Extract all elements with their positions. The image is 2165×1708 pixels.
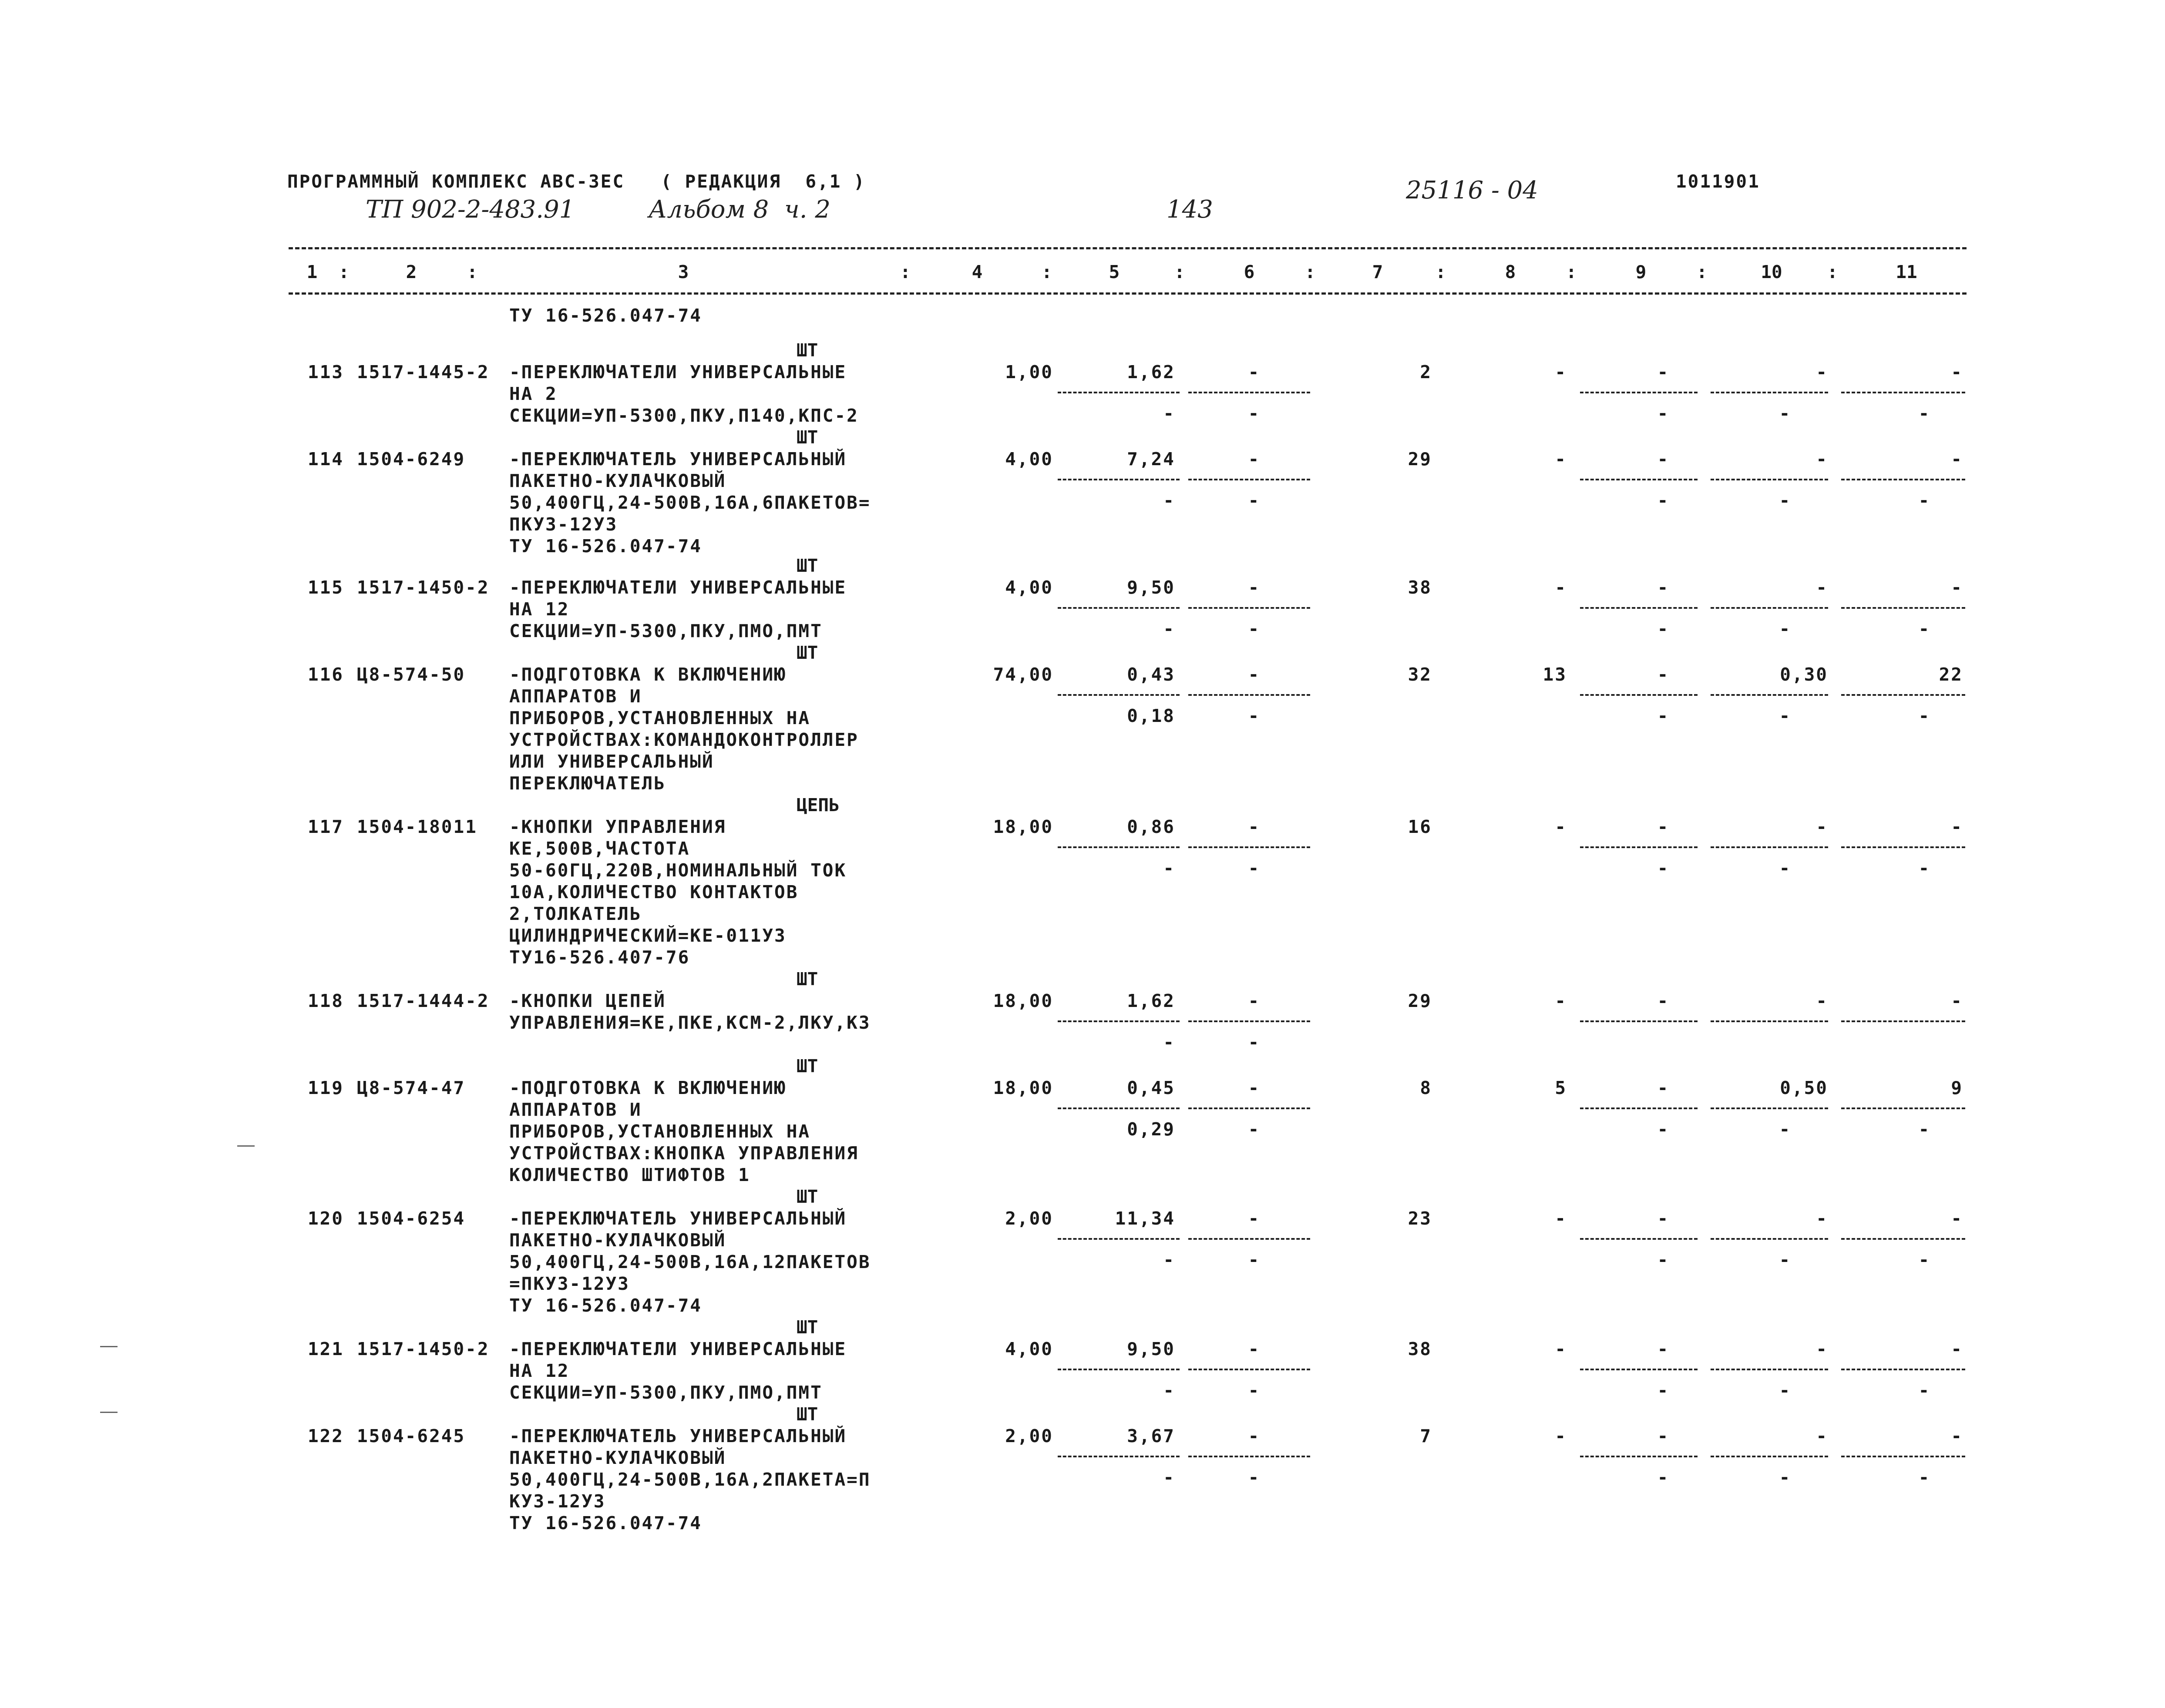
row-number: 117 bbox=[307, 816, 344, 837]
cell-divider-line bbox=[1058, 846, 1180, 848]
col5-value: 11,34 bbox=[1115, 1208, 1175, 1229]
col9-subvalue: - bbox=[1657, 705, 1668, 726]
col11-subvalue: - bbox=[1918, 403, 1930, 424]
col5-subvalue: - bbox=[1163, 1467, 1175, 1488]
col6-subvalue: - bbox=[1248, 1380, 1259, 1401]
cell-divider-line bbox=[1188, 1107, 1310, 1109]
cell-divider-line bbox=[1711, 694, 1828, 696]
column-header-8: 8 bbox=[1505, 262, 1516, 282]
col6-subvalue: - bbox=[1248, 1249, 1259, 1270]
col5-value: 7,24 bbox=[1127, 449, 1175, 470]
col11-value: - bbox=[1951, 1339, 1963, 1359]
col6-subvalue: - bbox=[1248, 618, 1259, 639]
row-code: Ц8-574-50 bbox=[357, 664, 466, 685]
column-separator: : bbox=[1304, 262, 1316, 282]
row-number: 116 bbox=[307, 664, 344, 685]
col6-subvalue: - bbox=[1248, 1032, 1259, 1053]
row-description: -КНОПКИ УПРАВЛЕНИЯ КЕ,500В,ЧАСТОТА 50-60ГЦ,220В,НОМИНАЛЬНЫЙ ТОК 10А,КОЛИЧЕСТВО КОНТАКТОВ 2,ТОЛКАТЕЛЬ ЦИЛИНДРИЧЕСКИЙ=КЕ-011У3 ТУ16-526.407-76 bbox=[509, 816, 847, 968]
col6-value: - bbox=[1248, 577, 1259, 598]
cell-divider-line bbox=[1580, 1238, 1698, 1240]
document-code: 1011901 bbox=[1676, 171, 1760, 192]
col6-value: - bbox=[1248, 449, 1259, 470]
row-code: 1504-6249 bbox=[357, 449, 466, 470]
cell-divider-line bbox=[1711, 479, 1828, 480]
row-description: -ПЕРЕКЛЮЧАТЕЛЬ УНИВЕРСАЛЬНЫЙ ПАКЕТНО-КУЛАЧКОВЫЙ 50,400ГЦ,24-500В,16А,12ПАКЕТОВ =ПКУ3-12У3 ТУ 16-526.047-74 bbox=[509, 1208, 871, 1316]
cell-divider-line bbox=[1580, 694, 1698, 696]
top-note: ТУ 16-526.047-74 bbox=[509, 305, 702, 326]
column-header-11: 11 bbox=[1896, 262, 1917, 282]
col6-value: - bbox=[1248, 362, 1259, 383]
row-code: 1504-6245 bbox=[357, 1426, 466, 1446]
handwritten-page-number: 143 bbox=[1167, 195, 1213, 224]
cell-divider-line bbox=[1711, 1238, 1828, 1240]
col4-value: 18,00 bbox=[993, 816, 1053, 837]
col9-value: - bbox=[1657, 664, 1668, 685]
column-separator: : bbox=[467, 262, 478, 282]
row-code: 1517-1445-2 bbox=[357, 362, 490, 383]
unit-label: ШТ bbox=[797, 1186, 818, 1207]
col5-subvalue: - bbox=[1163, 1249, 1175, 1270]
unit-label: ШТ bbox=[797, 1404, 818, 1425]
col10-value: - bbox=[1816, 1426, 1828, 1446]
cell-divider-line bbox=[1841, 1107, 1965, 1109]
col9-value: - bbox=[1657, 577, 1668, 598]
col7-value: 29 bbox=[1408, 990, 1432, 1011]
cell-divider-line bbox=[1711, 1369, 1828, 1370]
column-header-1: 1 bbox=[306, 262, 318, 282]
col6-subvalue: - bbox=[1248, 403, 1259, 424]
cell-divider-line bbox=[1580, 1020, 1698, 1022]
margin-mark bbox=[100, 1412, 118, 1413]
col11-value: - bbox=[1951, 816, 1963, 837]
col11-value: - bbox=[1951, 577, 1963, 598]
col11-subvalue: - bbox=[1918, 858, 1930, 879]
cell-divider-line bbox=[1841, 1238, 1965, 1240]
row-description: -ПЕРЕКЛЮЧАТЕЛИ УНИВЕРСАЛЬНЫЕ НА 12 СЕКЦИИ=УП-5300,ПКУ,ПМО,ПМТ bbox=[509, 577, 847, 641]
col4-value: 2,00 bbox=[1005, 1208, 1053, 1229]
header-bottom-rule bbox=[289, 292, 1967, 295]
col6-subvalue: - bbox=[1248, 705, 1259, 726]
column-separator: : bbox=[338, 262, 350, 282]
col9-value: - bbox=[1657, 449, 1668, 470]
col5-value: 9,50 bbox=[1127, 1339, 1175, 1359]
cell-divider-line bbox=[1058, 607, 1180, 609]
cell-divider-line bbox=[1580, 607, 1698, 609]
cell-divider-line bbox=[1058, 392, 1180, 393]
col9-value: - bbox=[1657, 1077, 1668, 1098]
col4-value: 18,00 bbox=[993, 990, 1053, 1011]
cell-divider-line bbox=[1188, 1238, 1310, 1240]
handwritten-sheet-number: 25116 - 04 bbox=[1406, 176, 1538, 205]
row-number: 113 bbox=[307, 362, 344, 383]
column-separator: : bbox=[1566, 262, 1577, 282]
col7-value: 8 bbox=[1420, 1077, 1432, 1098]
margin-mark bbox=[237, 1145, 255, 1147]
cell-divider-line bbox=[1711, 1107, 1828, 1109]
col10-value: - bbox=[1816, 990, 1828, 1011]
cell-divider-line bbox=[1711, 392, 1828, 393]
col7-value: 2 bbox=[1420, 362, 1432, 383]
row-description: -ПЕРЕКЛЮЧАТЕЛЬ УНИВЕРСАЛЬНЫЙ ПАКЕТНО-КУЛАЧКОВЫЙ 50,400ГЦ,24-500В,16А,2ПАКЕТА=П КУ3-12У3 ТУ 16-526.047-74 bbox=[509, 1426, 871, 1534]
col8-value: - bbox=[1555, 449, 1567, 470]
col8-value: - bbox=[1555, 990, 1567, 1011]
column-header-10: 10 bbox=[1761, 262, 1782, 282]
col10-value: - bbox=[1816, 362, 1828, 383]
col6-subvalue: - bbox=[1248, 858, 1259, 879]
col11-subvalue: - bbox=[1918, 1467, 1930, 1488]
col5-subvalue: - bbox=[1163, 858, 1175, 879]
unit-label: ШТ bbox=[797, 969, 818, 990]
row-code: 1517-1450-2 bbox=[357, 1339, 490, 1359]
row-number: 120 bbox=[307, 1208, 344, 1229]
row-description: -ПЕРЕКЛЮЧАТЕЛИ УНИВЕРСАЛЬНЫЕ НА 12 СЕКЦИИ=УП-5300,ПКУ,ПМО,ПМТ bbox=[509, 1339, 847, 1403]
col8-value: - bbox=[1555, 816, 1567, 837]
col6-value: - bbox=[1248, 1426, 1259, 1446]
col5-value: 1,62 bbox=[1127, 990, 1175, 1011]
handwritten-album: Альбом 8 ч. 2 bbox=[649, 195, 830, 224]
col9-value: - bbox=[1657, 1208, 1668, 1229]
row-number: 122 bbox=[307, 1426, 344, 1446]
cell-divider-line bbox=[1841, 1456, 1965, 1457]
cell-divider-line bbox=[1188, 1369, 1310, 1370]
column-header-9: 9 bbox=[1635, 262, 1647, 282]
col10-subvalue: - bbox=[1779, 1380, 1790, 1401]
col5-value: 0,45 bbox=[1127, 1077, 1175, 1098]
cell-divider-line bbox=[1841, 1020, 1965, 1022]
col5-value: 9,50 bbox=[1127, 577, 1175, 598]
column-separator: : bbox=[1435, 262, 1446, 282]
col10-value: - bbox=[1816, 1339, 1828, 1359]
col10-subvalue: - bbox=[1779, 490, 1790, 511]
col5-subvalue: - bbox=[1163, 618, 1175, 639]
row-code: 1517-1450-2 bbox=[357, 577, 490, 598]
col6-value: - bbox=[1248, 664, 1259, 685]
unit-label: ЦЕПЬ bbox=[797, 795, 840, 815]
col6-value: - bbox=[1248, 990, 1259, 1011]
col11-value: 22 bbox=[1939, 664, 1963, 685]
cell-divider-line bbox=[1058, 1238, 1180, 1240]
unit-label: ШТ bbox=[797, 427, 818, 448]
col9-value: - bbox=[1657, 816, 1668, 837]
col9-subvalue: - bbox=[1657, 1119, 1668, 1140]
col11-value: - bbox=[1951, 362, 1963, 383]
col9-value: - bbox=[1657, 1426, 1668, 1446]
col6-value: - bbox=[1248, 1208, 1259, 1229]
cell-divider-line bbox=[1058, 1020, 1180, 1022]
col8-value: - bbox=[1555, 1208, 1567, 1229]
header-top-rule bbox=[289, 247, 1967, 249]
cell-divider-line bbox=[1188, 694, 1310, 696]
row-number: 115 bbox=[307, 577, 344, 598]
row-number: 118 bbox=[307, 990, 344, 1011]
col4-value: 1,00 bbox=[1005, 362, 1053, 383]
col9-subvalue: - bbox=[1657, 858, 1668, 879]
column-header-3: 3 bbox=[678, 262, 689, 282]
col5-value: 1,62 bbox=[1127, 362, 1175, 383]
cell-divider-line bbox=[1580, 1456, 1698, 1457]
column-header-4: 4 bbox=[972, 262, 983, 282]
col9-subvalue: - bbox=[1657, 1380, 1668, 1401]
col10-subvalue: - bbox=[1779, 705, 1790, 726]
col11-subvalue: - bbox=[1918, 705, 1930, 726]
unit-label: ШТ bbox=[797, 642, 818, 663]
col8-value: 5 bbox=[1555, 1077, 1567, 1098]
cell-divider-line bbox=[1188, 479, 1310, 480]
column-header-7: 7 bbox=[1372, 262, 1383, 282]
col10-subvalue: - bbox=[1779, 1467, 1790, 1488]
row-number: 114 bbox=[307, 449, 344, 470]
col10-subvalue: - bbox=[1779, 1249, 1790, 1270]
col11-value: - bbox=[1951, 1208, 1963, 1229]
unit-label: ШТ bbox=[797, 340, 818, 361]
col9-subvalue: - bbox=[1657, 1249, 1668, 1270]
row-description: -ПЕРЕКЛЮЧАТЕЛЬ УНИВЕРСАЛЬНЫЙ ПАКЕТНО-КУЛАЧКОВЫЙ 50,400ГЦ,24-500В,16А,6ПАКЕТОВ= ПКУ3-12У3 ТУ 16-526.047-74 bbox=[509, 449, 871, 557]
row-description: -ПЕРЕКЛЮЧАТЕЛИ УНИВЕРСАЛЬНЫЕ НА 2 СЕКЦИИ=УП-5300,ПКУ,П140,КПС-2 bbox=[509, 362, 859, 426]
col10-value: 0,50 bbox=[1780, 1077, 1828, 1098]
col5-subvalue: 0,18 bbox=[1127, 705, 1175, 726]
col11-value: - bbox=[1951, 449, 1963, 470]
col10-value: - bbox=[1816, 449, 1828, 470]
col7-value: 32 bbox=[1408, 664, 1432, 685]
col10-subvalue: - bbox=[1779, 403, 1790, 424]
handwritten-project: ТП 902-2-483.91 bbox=[366, 195, 575, 224]
col7-value: 38 bbox=[1408, 1339, 1432, 1359]
margin-mark bbox=[100, 1346, 118, 1347]
column-separator: : bbox=[1827, 262, 1838, 282]
col11-value: - bbox=[1951, 1426, 1963, 1446]
col4-value: 4,00 bbox=[1005, 449, 1053, 470]
unit-label: ШТ bbox=[797, 555, 818, 576]
col10-value: - bbox=[1816, 1208, 1828, 1229]
row-code: 1504-6254 bbox=[357, 1208, 466, 1229]
column-separator: : bbox=[900, 262, 911, 282]
column-header-6: 6 bbox=[1244, 262, 1255, 282]
row-number: 121 bbox=[307, 1339, 344, 1359]
col5-subvalue: - bbox=[1163, 1380, 1175, 1401]
row-description: -ПОДГОТОВКА К ВКЛЮЧЕНИЮ АППАРАТОВ И ПРИБОРОВ,УСТАНОВЛЕННЫХ НА УСТРОЙСТВАХ:КОМАНДОКОНТРОЛЛЕР ИЛИ УНИВЕРСАЛЬНЫЙ ПЕРЕКЛЮЧАТЕЛЬ bbox=[509, 664, 859, 794]
row-code: Ц8-574-47 bbox=[357, 1077, 466, 1098]
cell-divider-line bbox=[1711, 1020, 1828, 1022]
cell-divider-line bbox=[1188, 846, 1310, 848]
cell-divider-line bbox=[1841, 1369, 1965, 1370]
row-code: 1517-1444-2 bbox=[357, 990, 490, 1011]
col11-subvalue: - bbox=[1918, 618, 1930, 639]
col6-value: - bbox=[1248, 1339, 1259, 1359]
col8-value: - bbox=[1555, 1339, 1567, 1359]
col11-value: - bbox=[1951, 990, 1963, 1011]
col10-subvalue: - bbox=[1779, 618, 1790, 639]
col4-value: 18,00 bbox=[993, 1077, 1053, 1098]
column-header-2: 2 bbox=[406, 262, 417, 282]
column-separator: : bbox=[1041, 262, 1052, 282]
cell-divider-line bbox=[1188, 392, 1310, 393]
cell-divider-line bbox=[1188, 607, 1310, 609]
col9-value: - bbox=[1657, 990, 1668, 1011]
unit-label: ШТ bbox=[797, 1056, 818, 1077]
col7-value: 29 bbox=[1408, 449, 1432, 470]
col5-subvalue: 0,29 bbox=[1127, 1119, 1175, 1140]
col5-value: 3,67 bbox=[1127, 1426, 1175, 1446]
col7-value: 23 bbox=[1408, 1208, 1432, 1229]
col6-value: - bbox=[1248, 1077, 1259, 1098]
col6-subvalue: - bbox=[1248, 490, 1259, 511]
column-header-5: 5 bbox=[1109, 262, 1120, 282]
col7-value: 16 bbox=[1408, 816, 1432, 837]
row-code: 1504-18011 bbox=[357, 816, 477, 837]
cell-divider-line bbox=[1580, 846, 1698, 848]
cell-divider-line bbox=[1711, 846, 1828, 848]
col4-value: 74,00 bbox=[993, 664, 1053, 685]
col11-subvalue: - bbox=[1918, 490, 1930, 511]
col11-subvalue: - bbox=[1918, 1249, 1930, 1270]
column-separator: : bbox=[1174, 262, 1185, 282]
col10-subvalue: - bbox=[1779, 858, 1790, 879]
col8-value: - bbox=[1555, 1426, 1567, 1446]
col9-subvalue: - bbox=[1657, 618, 1668, 639]
col4-value: 4,00 bbox=[1005, 577, 1053, 598]
col9-subvalue: - bbox=[1657, 403, 1668, 424]
col9-value: - bbox=[1657, 1339, 1668, 1359]
cell-divider-line bbox=[1188, 1456, 1310, 1457]
col4-value: 2,00 bbox=[1005, 1426, 1053, 1446]
col5-value: 0,43 bbox=[1127, 664, 1175, 685]
col8-value: - bbox=[1555, 577, 1567, 598]
col11-subvalue: - bbox=[1918, 1119, 1930, 1140]
cell-divider-line bbox=[1841, 694, 1965, 696]
cell-divider-line bbox=[1580, 392, 1698, 393]
cell-divider-line bbox=[1580, 479, 1698, 480]
cell-divider-line bbox=[1580, 1369, 1698, 1370]
program-header: ПРОГРАММНЫЙ КОМПЛЕКС АВС-3ЕС ( РЕДАКЦИЯ 6,1 ) bbox=[287, 171, 866, 192]
row-description: -КНОПКИ ЦЕПЕЙ УПРАВЛЕНИЯ=КЕ,ПКЕ,КСМ-2,ЛКУ,К3 bbox=[509, 990, 871, 1033]
cell-divider-line bbox=[1058, 1456, 1180, 1457]
cell-divider-line bbox=[1841, 607, 1965, 609]
col9-subvalue: - bbox=[1657, 1467, 1668, 1488]
col5-subvalue: - bbox=[1163, 403, 1175, 424]
cell-divider-line bbox=[1841, 392, 1965, 393]
column-separator: : bbox=[1696, 262, 1708, 282]
cell-divider-line bbox=[1058, 479, 1180, 480]
col7-value: 38 bbox=[1408, 577, 1432, 598]
col5-subvalue: - bbox=[1163, 490, 1175, 511]
cell-divider-line bbox=[1841, 479, 1965, 480]
row-number: 119 bbox=[307, 1077, 344, 1098]
col10-value: - bbox=[1816, 816, 1828, 837]
row-description: -ПОДГОТОВКА К ВКЛЮЧЕНИЮ АППАРАТОВ И ПРИБОРОВ,УСТАНОВЛЕННЫХ НА УСТРОЙСТВАХ:КНОПКА УПРАВЛЕНИЯ КОЛИЧЕСТВО ШТИФТОВ 1 bbox=[509, 1077, 859, 1185]
cell-divider-line bbox=[1058, 1369, 1180, 1370]
col11-value: 9 bbox=[1951, 1077, 1963, 1098]
col5-value: 0,86 bbox=[1127, 816, 1175, 837]
col10-value: 0,30 bbox=[1780, 664, 1828, 685]
unit-label: ШТ bbox=[797, 1317, 818, 1338]
col6-value: - bbox=[1248, 816, 1259, 837]
cell-divider-line bbox=[1711, 1456, 1828, 1457]
col7-value: 7 bbox=[1420, 1426, 1432, 1446]
cell-divider-line bbox=[1711, 607, 1828, 609]
col9-subvalue: - bbox=[1657, 490, 1668, 511]
col4-value: 4,00 bbox=[1005, 1339, 1053, 1359]
col5-subvalue: - bbox=[1163, 1032, 1175, 1053]
cell-divider-line bbox=[1580, 1107, 1698, 1109]
col10-value: - bbox=[1816, 577, 1828, 598]
cell-divider-line bbox=[1841, 846, 1965, 848]
cell-divider-line bbox=[1188, 1020, 1310, 1022]
cell-divider-line bbox=[1058, 1107, 1180, 1109]
cell-divider-line bbox=[1058, 694, 1180, 696]
col11-subvalue: - bbox=[1918, 1380, 1930, 1401]
col10-subvalue: - bbox=[1779, 1119, 1790, 1140]
col8-value: - bbox=[1555, 362, 1567, 383]
col6-subvalue: - bbox=[1248, 1467, 1259, 1488]
col8-value: 13 bbox=[1543, 664, 1567, 685]
col9-value: - bbox=[1657, 362, 1668, 383]
col6-subvalue: - bbox=[1248, 1119, 1259, 1140]
